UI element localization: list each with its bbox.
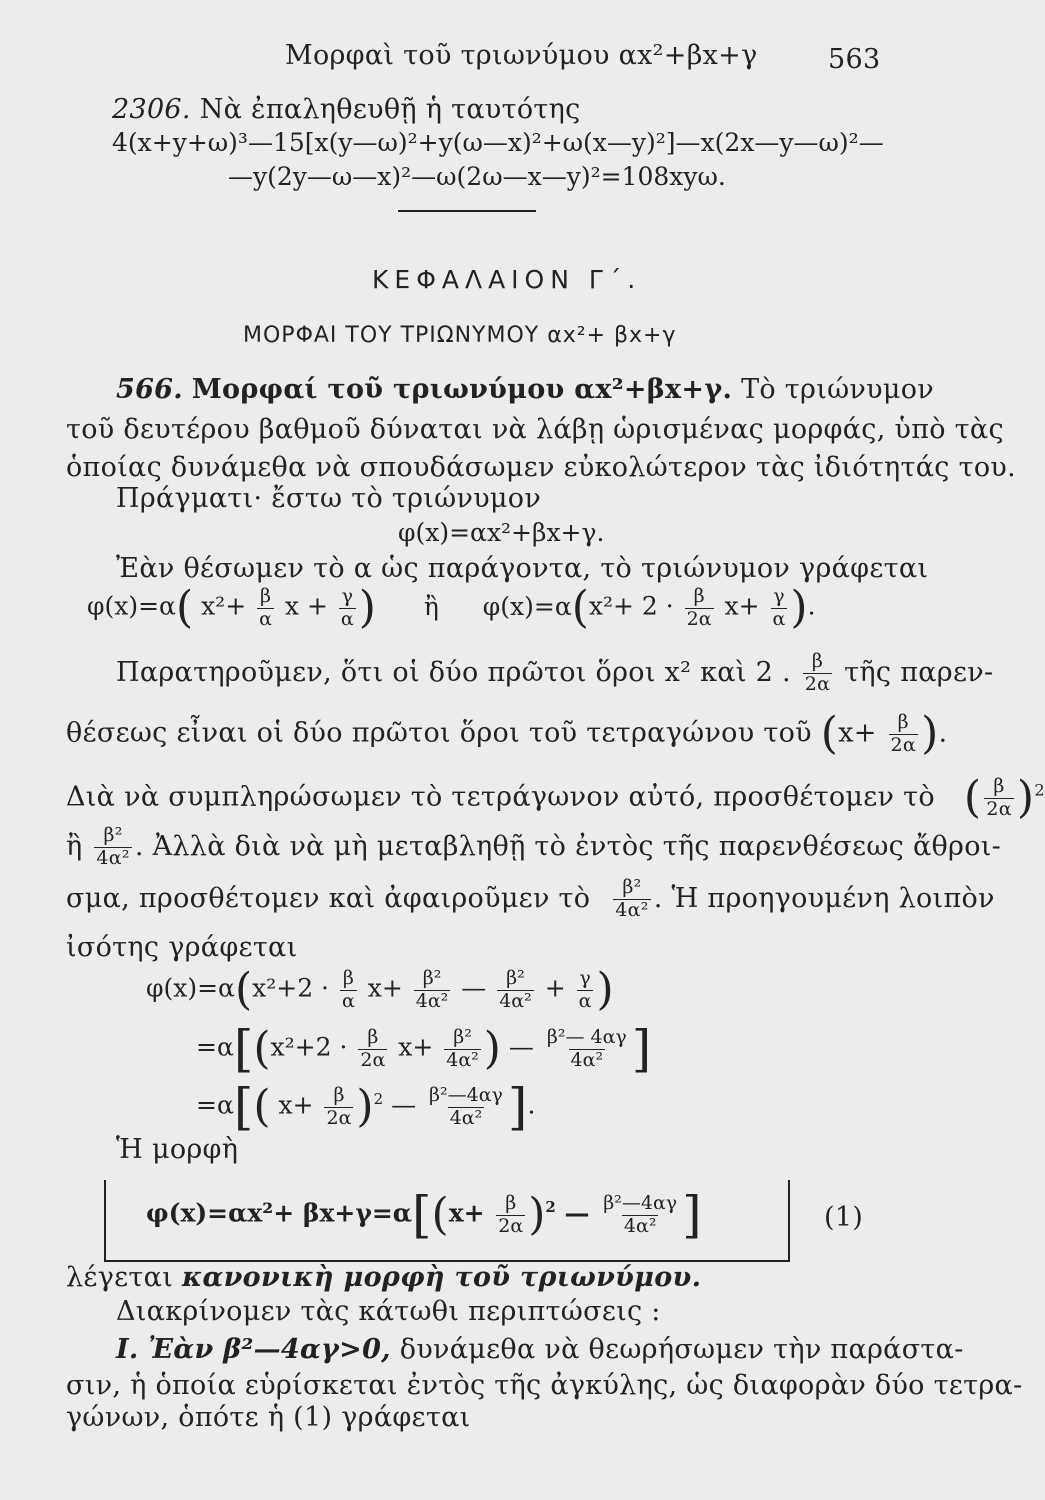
running-title: Μορφαὶ τοῦ τριωνύμου αx²+βx+γ	[285, 40, 758, 71]
para8	[66, 878, 995, 921]
para4	[116, 652, 993, 695]
factored-form-equation: φ(x)=α( x²+ $\frac{\beta}{\alpha}$ x + $\frac{\gamma}{\alpha}$ ) ἢ φ(x)=α(x²+ 2 · $\frac{\beta}{2\alpha}$ x+ $\frac{\gamma}{\alpha}$ ).	[87, 582, 816, 633]
para3: Ἐὰν θέσωμεν τὸ α ὡς παράγοντα, τὸ τριώνυμον γράφεται	[116, 553, 929, 584]
para7	[66, 826, 1001, 869]
para11: λέγεται κανονικὴ μορφὴ τοῦ τριωνύμου.	[66, 1262, 702, 1293]
para10: Ἡ μορφὴ	[116, 1134, 239, 1165]
para8-end: . Ἡ προηγουμένη λοιπὸν	[653, 882, 995, 914]
para1-line2: τοῦ δευτέρου βαθμοῦ δύναται νὰ λάβῃ ὡρισμένας μορφάς, ὑπὸ τὰς	[66, 414, 1004, 445]
term-x2: x²+	[201, 591, 247, 621]
chapter-label: ΚΕΦΑΛΑΙΟΝ Γ΄.	[372, 265, 642, 294]
exercise-number: 2306.	[112, 94, 191, 125]
section-number: 566.	[116, 374, 183, 405]
term-x: x +	[284, 591, 328, 621]
d1-beta-over-alpha: $\frac{\beta}{\alpha}$	[341, 966, 355, 1012]
para6: Διὰ νὰ συμπληρώσωμεν τὸ τετράγωνον αὐτό, προσθέτομεν τὸ ( $\frac{\beta}{2\alpha}$ )$^2$	[66, 772, 1045, 823]
open-paren: (	[175, 582, 194, 633]
exercise-statement: Νὰ ἐπαληθευθῇ ἡ ταυτότης	[199, 94, 581, 125]
d1-beta2-over-4alpha2-b: $\frac{\text{β²}}{\text{4α²}}$	[499, 966, 532, 1012]
fraction-beta2-over-4alpha2-2: $\frac{\text{β²}}{\text{4α²}}$	[615, 876, 649, 921]
case1-line1: I. Ἐὰν β²—4αγ>0, δυνάμεθα νὰ θεωρήσωμεν τὴν παράστα-	[116, 1334, 964, 1365]
d2-beta2-over-4alpha2: $\frac{\text{β²}}{\text{4α²}}$	[446, 1025, 479, 1071]
para4-end: τῆς παρεν-	[844, 656, 994, 688]
d3-discriminant-over-4alpha2: $\frac{\text{β²—4αγ}}{\text{4α²}}$	[429, 1083, 503, 1129]
chapter-title: ΜΟΡΦΑΙ ΤΟΥ ΤΡΙΩΝΥΜΟΥ αx²+ βx+γ	[243, 323, 677, 348]
fraction-gamma-over-alpha: $\frac{\gamma}{\alpha}$	[340, 584, 354, 630]
lhs-phi-2: φ(x)=α	[482, 591, 572, 621]
para5-text: θέσεως εἶναι οἱ δύο πρῶτοι ὅροι τοῦ τετραγώνου τοῦ	[66, 717, 812, 749]
box-left-rule	[104, 1180, 106, 1262]
exercise-2306	[112, 94, 581, 125]
separator-rule	[398, 210, 536, 212]
or-word: ἢ	[423, 591, 439, 621]
lhs-phi: φ(x)=α	[87, 591, 176, 621]
close-paren: )	[358, 582, 376, 633]
d2-beta-over-2alpha: $\frac{\beta}{2\alpha}$	[360, 1025, 386, 1071]
para12: Διακρίνομεν τὰς κάτωθι περιπτώσεις :	[116, 1296, 661, 1327]
canonical-beta-over-2alpha: $\frac{\beta}{2\alpha}$	[498, 1191, 524, 1237]
identity-line-2: —y(2y—ω—x)²—ω(2ω—x—y)²=108xyω.	[228, 162, 726, 191]
close-paren-2: )	[790, 582, 808, 633]
case1-line3: γώνων, ὁπότε ἡ (1) γράφεται	[66, 1402, 471, 1433]
page-number: 563	[828, 44, 881, 75]
para7-or: ἢ	[66, 830, 83, 862]
equation-label-1: (1)	[824, 1202, 864, 1233]
fraction-beta-over-2alpha: $\frac{\beta}{2\alpha}$	[686, 584, 712, 630]
para6-text: Διὰ νὰ συμπληρώσωμεν τὸ τετράγωνον αὐτό, προσθέτομεν τὸ	[66, 781, 935, 813]
case1-line2: σιν, ἡ ὁποία εὑρίσκεται ἐντὸς τῆς ἀγκύλης, ὡς διαφορὰν δύο τετρα-	[66, 1370, 1023, 1401]
trinomial-definition: φ(x)=αx²+βx+γ.	[398, 518, 605, 547]
fraction-beta-over-alpha: $\frac{\beta}{\alpha}$	[259, 584, 272, 630]
box-right-rule	[788, 1180, 790, 1262]
fraction-beta-over-2alpha-p5: $\frac{\beta}{2\alpha}$	[890, 710, 917, 756]
section-heading: Μορφαί τοῦ τριωνύμου αx²+βx+γ.	[191, 374, 733, 405]
d1-gamma-over-alpha: $\frac{\gamma}{\alpha}$	[578, 966, 592, 1012]
para9: ἰσότης γράφεται	[66, 932, 298, 963]
case1-heading: I. Ἐὰν β²—4αγ>0,	[116, 1334, 391, 1365]
para7-text: . Ἀλλὰ διὰ νὰ μὴ μεταβληθῇ τὸ ἐντὸς τῆς παρενθέσεως ἄθροι-	[134, 830, 1002, 862]
term-x-2: x+	[724, 591, 760, 621]
para1-line3: ὁποίας δυνάμεθα νὰ σπουδάσωμεν εὐκολώτερον τὰς ἰδιότητάς του.	[66, 452, 1016, 483]
canonical-lhs: φ(x)=αx²+ βx+γ=α	[146, 1198, 413, 1228]
open-paren-2: (	[571, 582, 589, 633]
fraction-beta2-over-4alpha2: $\frac{\text{β²}}{\text{4α²}}$	[96, 824, 130, 869]
term-x2-2: x²+ 2 ·	[588, 591, 674, 621]
d2-discriminant-over-4alpha2: $\frac{\text{β²— 4αγ}}{\text{4α²}}$	[546, 1025, 627, 1071]
canonical-form-equation: φ(x)=αx²+ βx+γ=α[(x+ $\frac{\beta}{2\alpha}$ )$^2$ — $\frac{\text{β²—4αγ}}{\text{4α²}}$ ]	[146, 1186, 702, 1244]
fraction-beta-over-2alpha-inline: $\frac{\beta}{2\alpha}$	[804, 650, 831, 695]
para1-line1: Τὸ τριώνυμον	[741, 374, 934, 405]
canonical-discriminant-over-4alpha2: $\frac{\text{β²—4αγ}}{\text{4α²}}$	[603, 1191, 678, 1237]
d3-beta-over-2alpha: $\frac{\beta}{2\alpha}$	[326, 1083, 352, 1129]
fraction-beta-over-2alpha-squared: $\frac{\beta}{2\alpha}$	[986, 774, 1012, 820]
fraction-gamma-over-alpha-2: $\frac{\gamma}{\alpha}$	[772, 584, 786, 630]
identity-line-1: 4(x+y+ω)³—15[x(y—ω)²+y(ω—x)²+ω(x—y)²]—x(2x—y—ω)²—	[112, 128, 884, 157]
para4-start: Παρατηροῦμεν, ὅτι οἱ δύο πρῶτοι ὅροι x² καὶ 2 .	[116, 656, 791, 688]
derivation-line-3: =α[( x+ $\frac{\beta}{2\alpha}$ )$^2$ — $\frac{\text{β²—4αγ}}{\text{4α²}}$ ].	[196, 1078, 536, 1136]
d1-beta2-over-4alpha2: $\frac{\text{β²}}{\text{4α²}}$	[415, 966, 449, 1012]
para5: θέσεως εἶναι οἱ δύο πρῶτοι ὅροι τοῦ τετραγώνου τοῦ (x+ $\frac{\beta}{2\alpha}$ ).	[66, 708, 948, 759]
para8-start: σμα, προσθέτομεν καὶ ἀφαιροῦμεν τὸ	[66, 882, 591, 914]
section-heading-line	[116, 374, 934, 405]
para2: Πράγματι· ἔστω τὸ τριώνυμον	[116, 483, 542, 514]
canonical-form-term: κανονικὴ μορφὴ τοῦ τριωνύμου.	[181, 1262, 702, 1293]
derivation-line-2: =α[(x²+2 · $\frac{\beta}{2\alpha}$ x+ $\frac{\text{β²}}{\text{4α²}}$ ) — $\frac{\text{β²— 4αγ}}{\text{4α²}}$ ]	[196, 1020, 652, 1078]
derivation-line-1: φ(x)=α(x²+2 · $\frac{\beta}{\alpha}$ x+ $\frac{\text{β²}}{\text{4α²}}$ — $\frac{\text{β²}}{\text{4α²}}$ + $\frac{\gamma}{\alpha}$ )	[146, 964, 614, 1015]
